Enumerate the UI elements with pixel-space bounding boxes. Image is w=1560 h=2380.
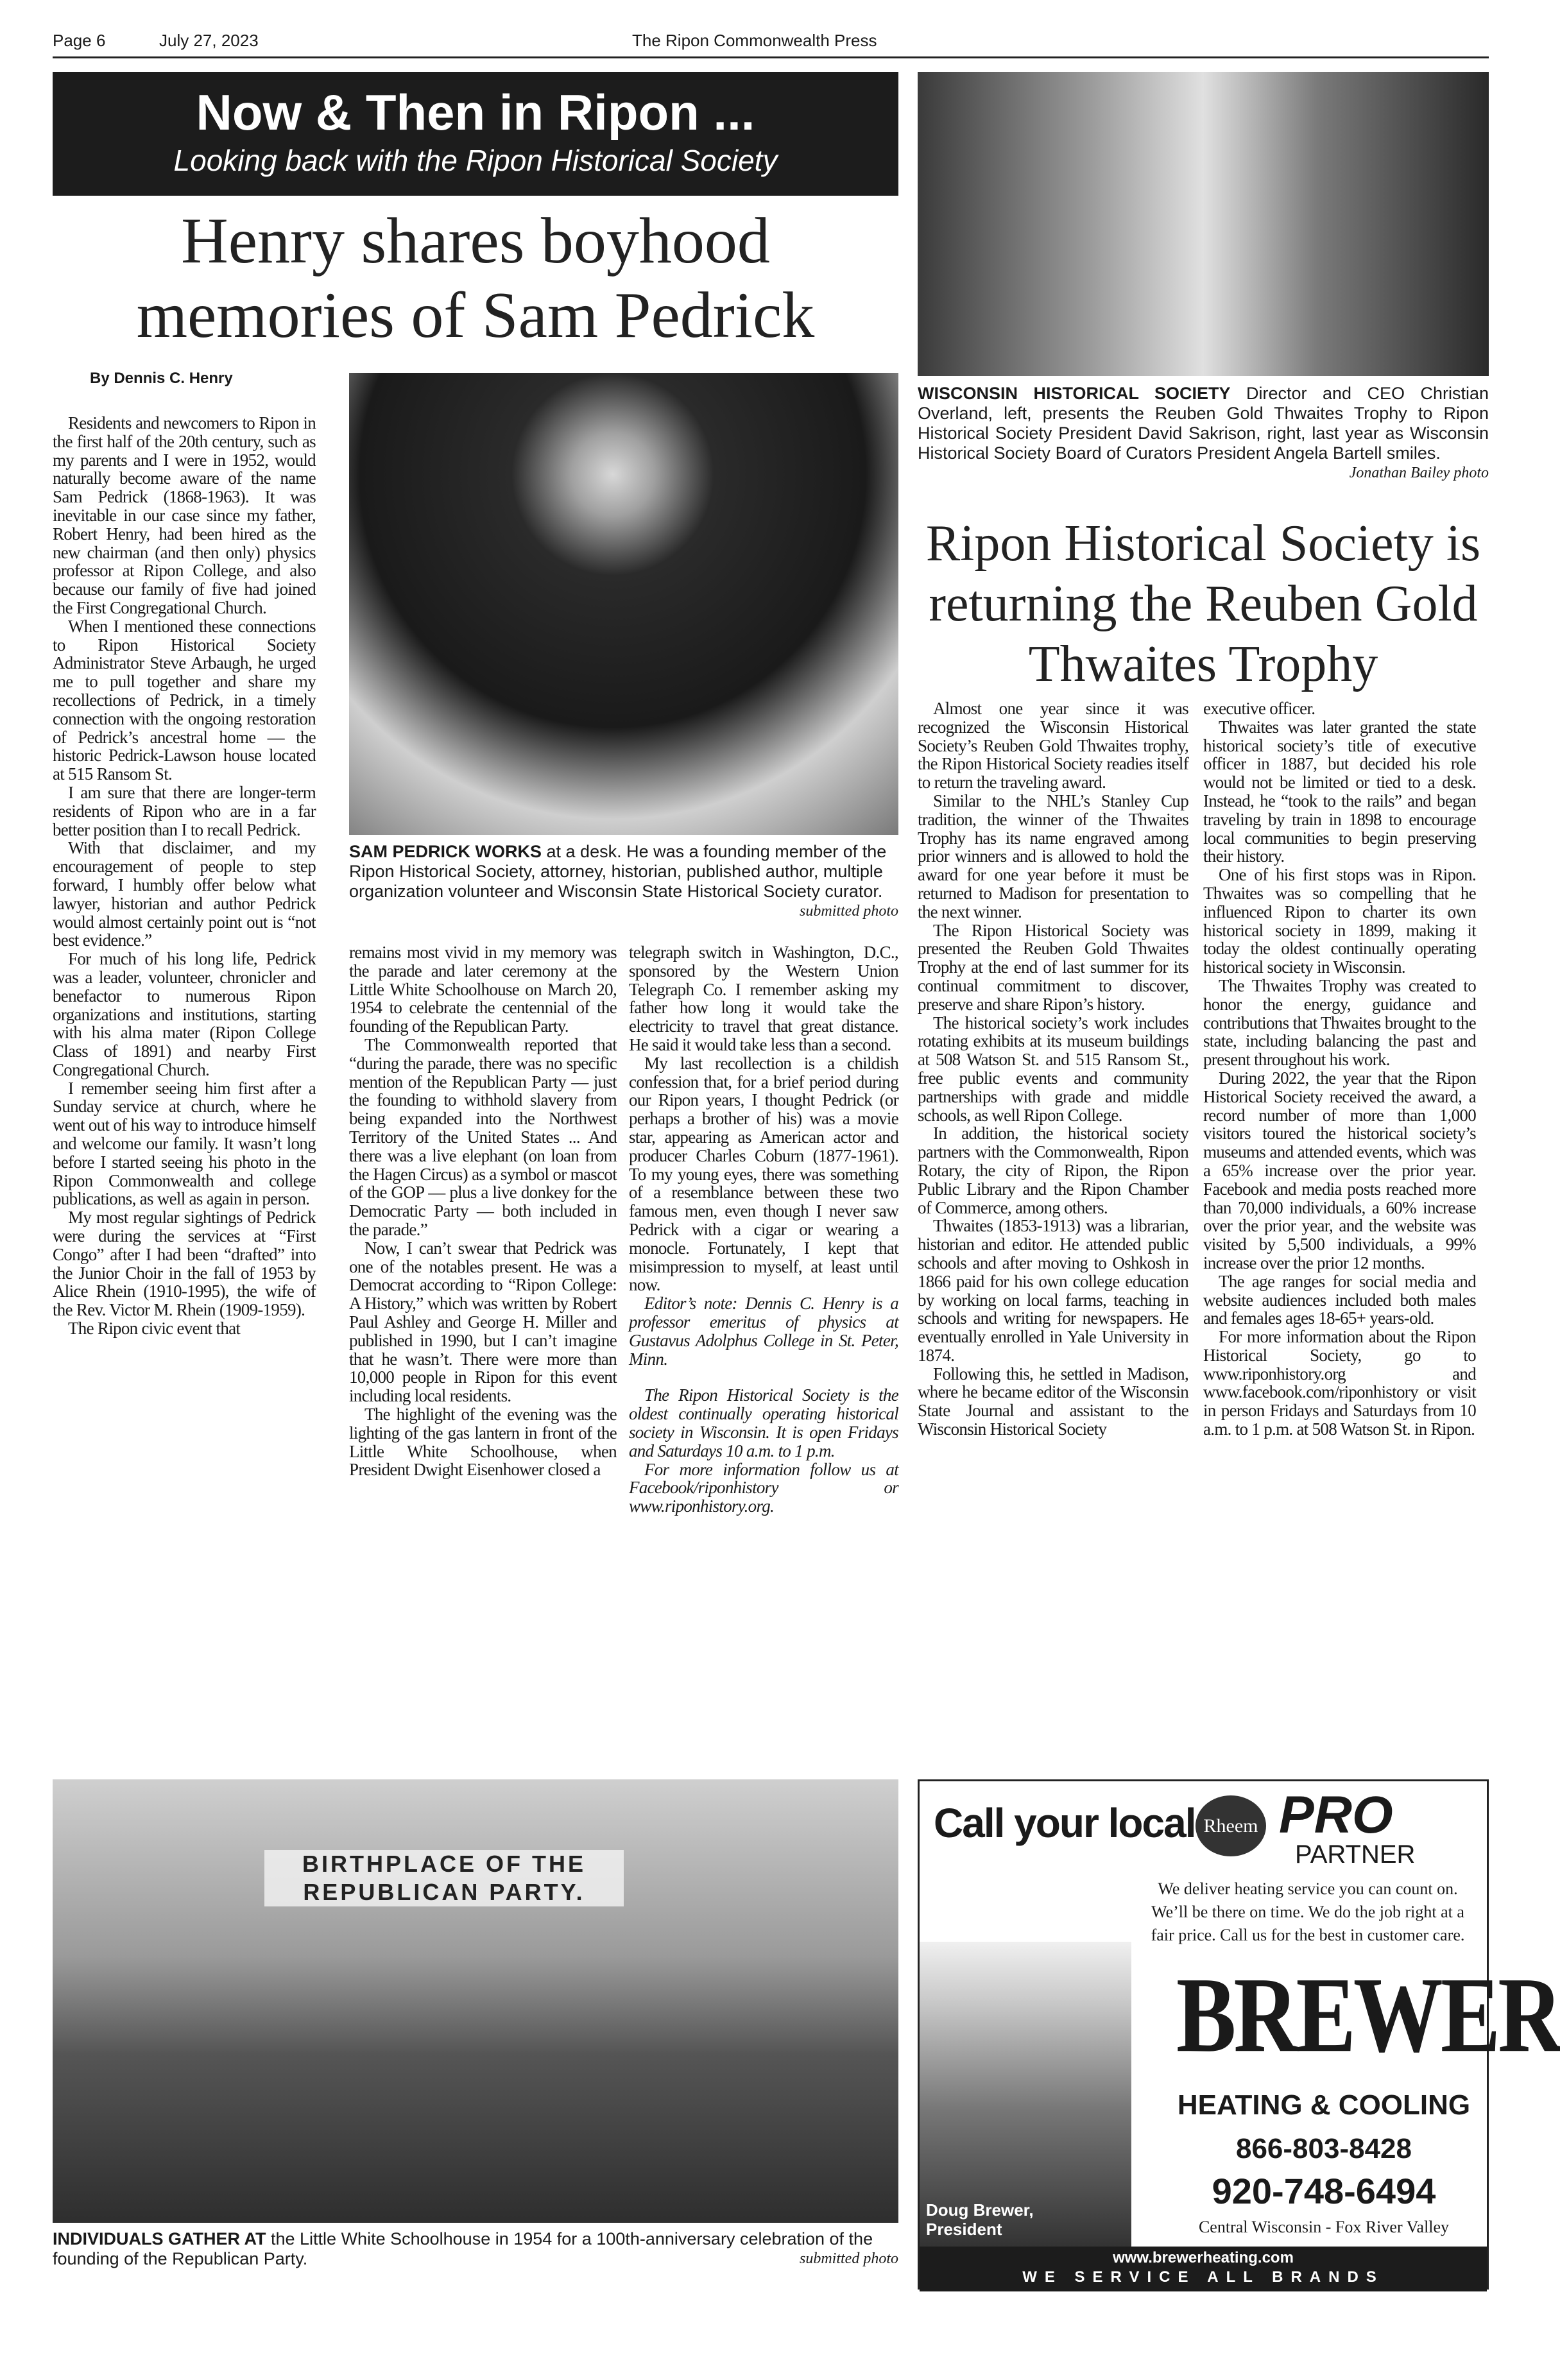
phone-1[interactable]: 866-803-8428 [1235, 2133, 1412, 2164]
paragraph: With that disclaimer, and my encouragement of people to step forward, I humbly offer below what lawyer, historian and author Pedrick would almost certainly point out is “not best evidence.” [53, 838, 316, 950]
pro-logo: PRO [1279, 1786, 1393, 1844]
doug-brewer-photo [920, 1942, 1131, 2247]
paragraph: The Ripon civic event that [68, 1319, 241, 1339]
caption-text: Director and CEO Christian Overland, left, presents the Reuben Gold Thwaites Trophy to Ripon Historical Society President David Sakrison, right, last year as Wisconsin Historical Society Board of Curators President Angela Bartell smiles. [918, 384, 1489, 463]
caption-lead: SAM PEDRICK WORKS [349, 842, 542, 861]
photo-credit: submitted photo [800, 2250, 898, 2267]
paragraph: When I mentioned these connections to Ripon Historical Society Administrator Steve Arbaugh, he urged me to pull together and share my recollections of Pedrick, in a timely connection with the ongoing restoration of Pedrick’s ancestral home — the historic Pedrick-Lawson house located at 515 Ransom St. [53, 616, 316, 784]
paragraph: My most regular sightings of Pedrick were during the services at “First Congo” after I had been “drafted” into the Junior Choir in the fall of 1953 by Alice Rhein (1910-1995), the wife of the Rev. Victor M. Rhein (1909-1959). [53, 1208, 316, 1320]
article2-headline: Ripon Historical Society is returning the Reuben Gold Thwaites Trophy [925, 515, 1481, 692]
paragraph: I am sure that there are longer-term residents of Ripon who are in a far better position than I to recall Pedrick. [53, 782, 316, 839]
ad-footer [920, 2247, 1487, 2291]
spacer [629, 1368, 898, 1386]
article-headline: Henry shares boyhood memories of Sam Pedrick [136, 205, 815, 352]
caption-lead: INDIVIDUALS GATHER AT [53, 2229, 266, 2248]
paragraph: One of his first stops was in Ripon. Thwaites was so compelling that he influenced Ripon to charter its own historical society in 1899, making it today the oldest continually operating historical society in Wisconsin. [1203, 865, 1476, 977]
issue-date: July 27, 2023 [159, 31, 259, 50]
ad-blurb: We deliver heating service you can count on. We’ll be there on time. We do the job right at a fair price. Call us for the best in customer care. [1151, 1879, 1465, 1944]
banner-title: Now & Then in Ripon ... [196, 84, 755, 141]
ad-call-text: Call your local [934, 1800, 1196, 1846]
person-label [926, 2200, 1034, 2239]
banner-subtitle: Looking back with the Ripon Historical Society [173, 144, 778, 177]
paragraph: The highlight of the evening was the lighting of the gas lantern in front of the Little White Schoolhouse, when President Dwight Eisenhower closed a [349, 1404, 617, 1480]
birthplace-sign: BIRTHPLACE OF THE REPUBLICAN PARTY. [264, 1850, 624, 1906]
paragraph: The historical society’s work includes rotating exhibits at its museum buildings at 508 Watson St. and 515 Ransom St., free public events and community partnerships with grade and middle schools, as well Ripon College. [918, 1013, 1188, 1125]
paragraph: Residents and newcomers to Ripon in the first half of the 20th century, such as my parents and I were in 1952, would naturally become aware of the name Sam Pedrick (1868-1963). It was inevitable in our case since my father, Robert Henry, had been hired as the new chairman (and then only) physics professor at Ripon College, and also because our family of five had joined the First Congregational Church. [53, 413, 316, 617]
paragraph: Almost one year since it was recognized the Wisconsin Historical Society’s Reuben Gold Thwaites trophy, the Ripon Historical Society readies itself to return the traveling award. [918, 699, 1188, 792]
paragraph: Thwaites (1853-1913) was a librarian, historian and editor. He attended public schools and after moving to Oshkosh in 1866 paid for his own college education by working on local farms, teaching in schools and writing for newspapers. He eventually enrolled in Yale University in 1874. [918, 1216, 1188, 1365]
society-note: The Ripon Historical Society is the oldest continually operating historical society in Wisconsin. It is open Fridays and Saturdays 10 a.m. to 1 p.m. [629, 1385, 898, 1460]
follow-note: For more information follow us at Facebook/riponhistory or www.riponhistory.org. [629, 1459, 898, 1516]
paragraph: During 2022, the year that the Ripon Historical Society received the award, a record number of more than 1,000 visitors toured the historical society’s museums and attended events, which was a 65% increase over the prior year. Facebook and media posts reached more than 70,000 individuals, a 60% increase over the prior year, and the website was visited by 5,500 individuals, a 99% increase over the prior 12 months. [1203, 1068, 1476, 1272]
ad-region: Central Wisconsin - Fox River Valley [1198, 2218, 1450, 2236]
ad-url[interactable]: www.brewerheating.com [1113, 2249, 1294, 2266]
paragraph: In addition, the historical society partners with the Commonwealth, Ripon Rotary, the city of Ripon, the Ripon Public Library and the Ripon Chamber of Commerce, among others. [918, 1124, 1188, 1217]
article2-column-1 [918, 699, 1188, 1768]
rheem-logo: Rheem [1196, 1795, 1266, 1856]
paragraph: For much of his long life, Pedrick was a leader, volunteer, chronicler and benefactor to numerous Ripon organizations and institutions, starting with his alma mater (Ripon College Class of 1891) and nearby First Congregational Church. [53, 949, 316, 1079]
article-column-1 [53, 414, 316, 1768]
ad-tagline: WE SERVICE ALL BRANDS [1022, 2268, 1384, 2286]
trophy-presentation-photo [918, 72, 1489, 376]
pedrick-photo-caption [349, 842, 898, 921]
trophy-photo-caption [918, 384, 1489, 483]
article2-column-2 [1203, 699, 1476, 1768]
paragraph: The Ripon Historical Society was presented the Reuben Gold Thwaites Trophy at the end of last summer for its continual commitment to discover, preserve and share Ripon’s history. [918, 920, 1188, 1014]
brewer-advertisement[interactable] [918, 1779, 1560, 2290]
partner-logo: PARTNER [1295, 1840, 1416, 1869]
person-title: President [926, 2220, 1002, 2239]
paragraph: Now, I can’t swear that Pedrick was one of the notables present. He was a Democrat according to “Ripon College: A History,” which was written by Robert Paul Ashley and George H. Miller and published in 1990, but I can’t imagine that he wasn’t. There were more than 10,000 people in Ripon for this event including local residents. [349, 1238, 617, 1406]
paragraph: I remember seeing him first after a Sunday service at church, where he went out of his way to introduce himself and welcome our family. It wasn’t long before I started seeing his photo in the Ripon Commonwealth and college publications, as well as again in person. [53, 1078, 316, 1209]
person-name: Doug Brewer, [926, 2200, 1034, 2220]
paper-name: The Ripon Commonwealth Press [632, 31, 877, 50]
paragraph: Following this, he settled in Madison, where he became editor of the Wisconsin State Journal and assistant to the Wisconsin Historical Society [918, 1364, 1188, 1439]
paragraph: remains most vivid in my memory was the parade and later ceremony at the Little White Schoolhouse on March 20, 1954 to celebrate the centennial of the founding of the Republican Party. [349, 943, 617, 1036]
paragraph: The Commonwealth reported that “during the parade, there was no specific mention of the Republican Party — just the founding to withhold slavery from being expanded into the Northwest Territory of the United States ... And there was a live elephant (on loan from the Hagen Circus) as a symbol or mascot of the GOP — plus a live donkey for the Democratic Party — both included in the parade.” [349, 1034, 617, 1239]
brewer-logo: BREWER [1176, 1955, 1560, 2075]
paragraph: Thwaites was later granted the state historical society’s title of executive officer in 1887, but decided his role would not be limited or tied to a desk. Instead, he “took to the rails” and began traveling by train in 1898 to encourage local communities to begin preserving their history. [1203, 717, 1476, 866]
paragraph: The age ranges for social media and website audiences included both males and females ages 18-65+ years-old. [1203, 1271, 1476, 1328]
paragraph: executive officer. [1203, 699, 1316, 718]
caption-lead: WISCONSIN HISTORICAL SOCIETY [918, 384, 1231, 403]
article-column-2 [349, 943, 617, 1768]
paragraph: For more information about the Ripon Historical Society, go to www.riponhistory.org and www.facebook.com/riponhistory or visit in person Fridays and Saturdays from 10 a.m. to 1 p.m. at 508 Watson St. in Ripon. [1203, 1327, 1476, 1439]
paragraph: My last recollection is a childish confession that, for a brief period during our Ripon years, I thought Pedrick (or perhaps a brother of his) was a movie star, appearing as American actor and producer Charles Coburn (1877-1961). To my young eyes, there was something of a resemblance between these two famous men, even though I never saw Pedrick with a cigar or wearing a monocle. Fortunately, I kept that misimpression to myself, at least until now. [629, 1053, 898, 1295]
schoolhouse-photo [53, 1779, 898, 2223]
phone-2[interactable]: 920-748-6494 [1212, 2171, 1436, 2211]
page-number: Page 6 [53, 31, 106, 50]
ad-service: HEATING & COOLING [1177, 2089, 1471, 2121]
byline: By Dennis C. Henry [90, 370, 233, 387]
paragraph: The Thwaites Trophy was created to honor the energy, guidance and contributions that Thwaites brought to the state, including balancing the past and present throughout his work. [1203, 975, 1476, 1070]
sam-pedrick-photo [349, 373, 898, 835]
caption-text: the Little White Schoolhouse in 1954 for a 100th-anniversary celebration of the founding of the Republican Party. [53, 2229, 873, 2268]
photo-credit: Jonathan Bailey photo [1349, 465, 1489, 481]
editor-note: Editor’s note: Dennis C. Henry is a professor emeritus of physics at Gustavus Adolphus College in St. Peter, Minn. [629, 1294, 898, 1369]
section-banner [53, 72, 898, 196]
paragraph: Similar to the NHL’s Stanley Cup tradition, the winner of the Thwaites Trophy has its name engraved among prior winners and is allowed to hold the award for one year before it must be returned to Madison for presentation to the next winner. [918, 791, 1188, 921]
paragraph: telegraph switch in Washington, D.C., sponsored by the Western Union Telegraph Co. I remember asking my father how long it would take the electricity to travel that great distance. He said it would take less than a second. [629, 943, 898, 1054]
photo-credit: submitted photo [800, 903, 898, 920]
header-rule [53, 56, 1489, 58]
caption-text: at a desk. He was a founding member of the Ripon Historical Society, attorney, historian, published author, multiple organization volunteer and Wisconsin State Historical Society curator. [349, 842, 887, 901]
article-column-3 [629, 943, 898, 1768]
schoolhouse-caption [53, 2229, 898, 2269]
